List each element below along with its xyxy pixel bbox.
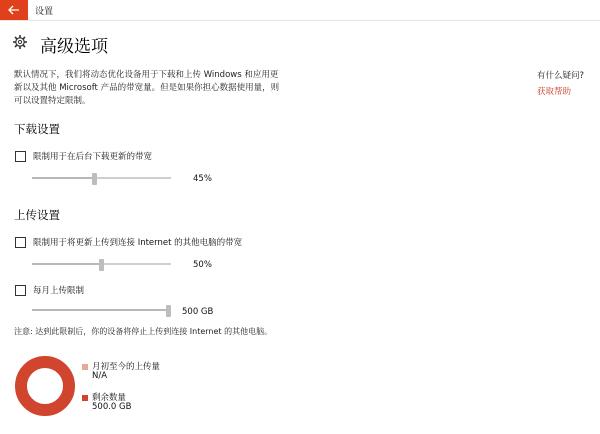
upload-settings-title: 上传设置 [14,208,60,222]
page-title: 高级选项 [40,37,108,57]
legend-value: 500.0 GB [92,402,132,412]
get-help-link[interactable]: 获取帮助 [537,87,572,97]
upload-limit-label: 限制用于将更新上传到连接 Internet 的其他电脑的带宽 [33,238,243,248]
window-title: 设置 [35,7,54,17]
monthly-slider-value: 500 GB [182,307,214,317]
monthly-upload-slider[interactable] [32,305,171,315]
slider-fill [32,309,166,311]
title-bar [0,0,600,21]
download-limit-checkbox[interactable] [15,151,26,162]
slider-fill [32,177,92,179]
slider-thumb[interactable] [92,173,97,185]
download-settings-title: 下载设置 [14,122,60,136]
upload-limit-checkbox[interactable] [15,237,26,248]
monthly-upload-label: 每月上传限制 [33,286,85,296]
legend-value: N/A [92,371,108,381]
legend-swatch-remaining [82,395,88,401]
remaining-ring [21,362,69,410]
upload-bandwidth-slider[interactable] [32,259,171,269]
slider-fill [32,263,99,265]
help-question: 有什么疑问? [537,71,585,81]
slider-thumb[interactable] [99,259,104,271]
slider-thumb[interactable] [166,305,171,317]
download-slider-value: 45% [193,174,212,184]
legend-swatch-uploaded [82,364,88,370]
monthly-upload-checkbox[interactable] [15,285,26,296]
gear-icon [12,34,28,50]
download-bandwidth-slider[interactable] [32,173,171,183]
back-arrow-icon [8,5,20,15]
download-limit-label: 限制用于在后台下载更新的带宽 [33,152,153,162]
legend-label: 月初至今的上传量 [92,362,161,372]
back-button[interactable] [0,0,28,20]
legend-label: 剩余数量 [92,393,127,403]
upload-usage-donut [14,355,76,417]
upload-limit-note: 注意: 达到此限制后，你的设备将停止上传到连接 Internet 的其他电脑。 [14,327,273,336]
description-text: 默认情况下，我们将动态优化设备用于下载和上传 Windows 和应用更新以及其他 Microsoft 产品的带宽量。但是如果你担心数据使用量，则可以设置特定限制。 [14,70,280,106]
upload-slider-value: 50% [193,260,212,270]
